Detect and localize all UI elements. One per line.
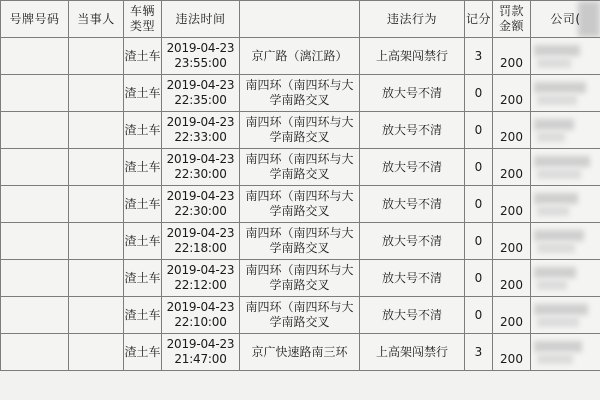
redaction-block <box>578 1 600 37</box>
redaction-block <box>537 206 569 216</box>
redaction-block <box>534 304 588 315</box>
cell-behavior: 放大号不清 <box>360 297 465 334</box>
cell-behavior: 放大号不清 <box>360 223 465 260</box>
cell-violation-time: 2019-04-23 23:55:00 <box>162 38 240 75</box>
cell-party <box>69 223 124 260</box>
redaction-block <box>534 45 580 56</box>
table-row <box>1 334 600 371</box>
cell-points: 0 <box>465 223 493 260</box>
cell-fine-value: 200 <box>500 351 523 366</box>
cell-behavior: 上高架闯禁行 <box>360 38 465 75</box>
column-header-party: 当事人 <box>69 1 124 38</box>
table-row <box>1 112 600 149</box>
cell-company <box>531 112 600 149</box>
column-header-vehicle-type: 车辆类型 <box>124 1 162 38</box>
column-header-company <box>531 1 600 38</box>
cell-fine-value: 200 <box>500 203 523 218</box>
cell-fine-value: 200 <box>500 277 523 292</box>
redaction-block <box>534 267 576 278</box>
redaction-block <box>537 243 575 253</box>
table-row <box>1 223 600 260</box>
cell-violation-time: 2019-04-23 22:12:00 <box>162 260 240 297</box>
cell-fine-value: 200 <box>500 92 523 107</box>
cell-plate <box>1 334 69 371</box>
cell-location: 南四环（南四环与大学南路交叉 <box>240 149 360 186</box>
redaction-block <box>537 280 567 290</box>
table-row <box>1 260 600 297</box>
cell-vehicle-type: 渣土车 <box>124 334 162 371</box>
cell-plate <box>1 75 69 112</box>
cell-plate <box>1 38 69 75</box>
cell-fine-value: 200 <box>500 314 523 329</box>
cell-plate <box>1 260 69 297</box>
column-header-violation-time: 违法时间 <box>162 1 240 38</box>
cell-company <box>531 260 600 297</box>
column-header-plate: 号牌号码 <box>1 1 69 38</box>
cell-company <box>531 297 600 334</box>
column-header-fine: 罚款金额 <box>493 1 531 38</box>
redaction-block <box>537 132 565 142</box>
cell-fine-value: 200 <box>500 240 523 255</box>
cell-plate <box>1 297 69 334</box>
cell-location: 南四环（南四环与大学南路交叉 <box>240 186 360 223</box>
cell-fine <box>493 186 531 223</box>
cell-company <box>531 223 600 260</box>
cell-company <box>531 38 600 75</box>
cell-plate <box>1 149 69 186</box>
cell-company <box>531 75 600 112</box>
cell-vehicle-type: 渣土车 <box>124 186 162 223</box>
cell-location: 南四环（南四环与大学南路交叉 <box>240 297 360 334</box>
cell-party <box>69 334 124 371</box>
cell-behavior: 放大号不清 <box>360 149 465 186</box>
redaction-block <box>534 156 590 167</box>
cell-vehicle-type: 渣土车 <box>124 260 162 297</box>
cell-behavior: 放大号不清 <box>360 186 465 223</box>
cell-plate <box>1 112 69 149</box>
cell-behavior: 放大号不清 <box>360 260 465 297</box>
cell-location: 南四环（南四环与大学南路交叉 <box>240 260 360 297</box>
cell-violation-time: 2019-04-23 22:10:00 <box>162 297 240 334</box>
cell-violation-time: 2019-04-23 22:30:00 <box>162 149 240 186</box>
cell-location: 南四环（南四环与大学南路交叉 <box>240 75 360 112</box>
cell-fine <box>493 297 531 334</box>
cell-company <box>531 149 600 186</box>
table-row <box>1 75 600 112</box>
cell-vehicle-type: 渣土车 <box>124 38 162 75</box>
cell-party <box>69 260 124 297</box>
table-row <box>1 297 600 334</box>
cell-points: 0 <box>465 149 493 186</box>
cell-violation-time: 2019-04-23 22:35:00 <box>162 75 240 112</box>
cell-fine-value: 200 <box>500 55 523 70</box>
cell-points: 3 <box>465 334 493 371</box>
cell-location: 南四环（南四环与大学南路交叉 <box>240 223 360 260</box>
cell-points: 0 <box>465 297 493 334</box>
cell-points: 0 <box>465 186 493 223</box>
cell-fine <box>493 38 531 75</box>
cell-fine <box>493 334 531 371</box>
cell-violation-time: 2019-04-23 22:33:00 <box>162 112 240 149</box>
cell-party <box>69 186 124 223</box>
cell-fine-value: 200 <box>500 166 523 181</box>
cell-points: 3 <box>465 38 493 75</box>
cell-behavior: 放大号不清 <box>360 75 465 112</box>
cell-location: 南四环（南四环与大学南路交叉 <box>240 112 360 149</box>
column-header-company-label: 公司( <box>550 11 581 26</box>
cell-behavior: 放大号不清 <box>360 112 465 149</box>
cell-vehicle-type: 渣土车 <box>124 149 162 186</box>
table-header-row <box>1 1 600 38</box>
redaction-block <box>537 58 571 68</box>
cell-fine <box>493 75 531 112</box>
cell-points: 0 <box>465 75 493 112</box>
redaction-block <box>537 169 581 179</box>
cell-violation-time: 2019-04-23 22:18:00 <box>162 223 240 260</box>
cell-company <box>531 186 600 223</box>
cell-vehicle-type: 渣土车 <box>124 75 162 112</box>
cell-location: 京广路（漓江路） <box>240 38 360 75</box>
redaction-block <box>534 193 578 204</box>
cell-vehicle-type: 渣土车 <box>124 223 162 260</box>
cell-points: 0 <box>465 112 493 149</box>
cell-plate <box>1 186 69 223</box>
redaction-block <box>534 82 586 93</box>
cell-party <box>69 38 124 75</box>
redaction-block <box>537 354 573 364</box>
cell-company <box>531 334 600 371</box>
cell-party <box>69 75 124 112</box>
cell-fine <box>493 112 531 149</box>
cell-party <box>69 149 124 186</box>
cell-vehicle-type: 渣土车 <box>124 297 162 334</box>
redaction-block <box>537 95 577 105</box>
table-row <box>1 186 600 223</box>
redaction-block <box>534 119 574 130</box>
cell-fine <box>493 223 531 260</box>
column-header-points: 记分 <box>465 1 493 38</box>
cell-fine-value: 200 <box>500 129 523 144</box>
cell-fine <box>493 260 531 297</box>
cell-violation-time: 2019-04-23 22:30:00 <box>162 186 240 223</box>
table-row <box>1 149 600 186</box>
cell-location: 京广快速路南三环 <box>240 334 360 371</box>
cell-party <box>69 112 124 149</box>
table-row <box>1 38 600 75</box>
cell-points: 0 <box>465 260 493 297</box>
redaction-block <box>534 341 582 352</box>
redaction-block <box>534 230 584 241</box>
redaction-block <box>537 317 579 327</box>
cell-violation-time: 2019-04-23 21:47:00 <box>162 334 240 371</box>
cell-plate <box>1 223 69 260</box>
table-header <box>1 1 600 38</box>
cell-fine <box>493 149 531 186</box>
cell-vehicle-type: 渣土车 <box>124 112 162 149</box>
cell-party <box>69 297 124 334</box>
cell-behavior: 上高架闯禁行 <box>360 334 465 371</box>
column-header-location <box>240 1 360 38</box>
column-header-behavior: 违法行为 <box>360 1 465 38</box>
table-body <box>1 38 600 371</box>
